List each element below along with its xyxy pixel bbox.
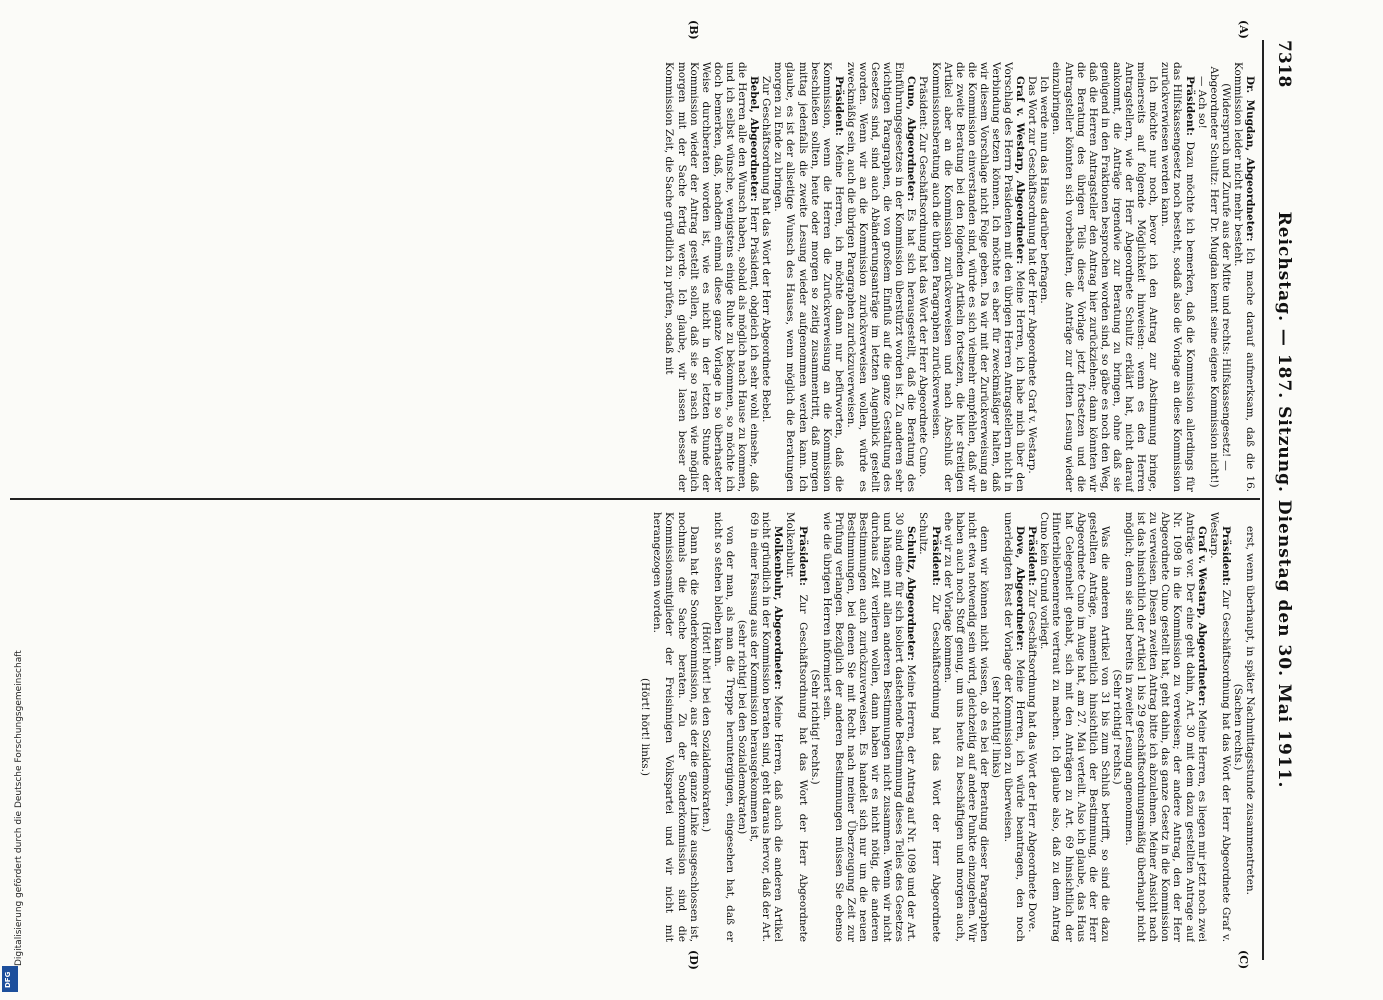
paragraph-text: Ich werde nun das Haus darüber befragen. [1038, 76, 1051, 304]
speaker-name: Präsident: [832, 76, 845, 136]
page-number: 7318 [1274, 40, 1294, 88]
credit-text: Digitalisierung gefördert durch die Deutsche Forschungsgemeinschaft [14, 650, 24, 966]
speaker-name: Graf v. Westarp, Abgeordneter: [1014, 76, 1027, 265]
dfg-logo [2, 966, 18, 992]
speaker-name: Präsident: [929, 526, 942, 586]
paragraph [942, 512, 990, 942]
paragraph-text: Meine Herren, der Antrag auf Nr. 1098 und der Art. 30 sind eine für sich isoliert dastehende Bestimmung dieses Teiles des Gesetzes und hängen mit allen anderen Bestimmungen nicht zusammen. Wenn wir nicht durchaus Zeit verlieren wollen, dann haben wir es nicht nötig, die anderen Bestimmungen auch zurückzuverweisen. Es handelt sich nur um die neuen Bestimmungen, bei denen Sie mit Recht nach meiner Überzeugung Zeit zur Prüfung verlangen. Bezüglich der anderen Bestimmungen müssen Sie ebenso wie die übrigen Herren informiert sein. [820, 512, 918, 942]
paragraph [748, 512, 784, 942]
speaker-name: Präsident: [1219, 526, 1232, 586]
paragraph-text: von der man, als man die Treppe heruntergingen, eingesehen hat, daß er nicht so stehen bleiben kann. [711, 512, 736, 942]
paragraph-text: — Ach so! [1195, 76, 1208, 129]
paragraph-text: Dazu möchte ich bemerken, daß die Kommission allerdings für das Hilfskassengesetz noch besteht, sodaß also die Vorlage an diese Kommission zurückverwiesen werden kann. [1159, 62, 1196, 492]
paragraph [917, 62, 929, 492]
paragraph-text: denn wir können nicht wissen, ob es bei der Beratung dieser Paragraphen nicht etwa notwendig sein wird, gleichzeitig auf andere Punkte einzugehen. Wir haben auch noch Stoff genug, um uns heute zu beschäftigen und morgen auch, ehe wir zu der Vorlage kommen. [941, 512, 990, 942]
paragraph-text: Zur Geschäftsordnung hat das Wort der Herr Abgeordnete Molkenbuhr. [784, 512, 809, 942]
paragraph [1244, 512, 1256, 942]
paragraph [1002, 512, 1026, 942]
speaker-name: Präsident: [796, 526, 809, 586]
interjection: (Sehr richtig! rechts.) [1110, 669, 1123, 785]
paragraph [1026, 512, 1038, 942]
paragraph [845, 62, 918, 492]
left-column [20, 62, 1256, 492]
paragraph-text: Präsident: Zur Geschäftsordnung hat das Wort der Herr Abgeordnete Cuno. [917, 76, 930, 478]
paragraph-text: Es hat sich herausgestellt, daß die Beratung des Einführungsgesetzes in der Kommission überstürzt worden ist. Zu anderen sehr wichtigen Paragraphen, die von großem Einfluß auf die ganze Gestaltung des Gesetzes sind, sind auch Abänderungsanträge im letzten Augenblick gestellt worden. Wenn wir an die Kommission zurückverweisen wollen, würde es zweckmäßig sein, auch die übrigen Paragraphen zurückzuverweisen. [844, 62, 918, 492]
paragraph [784, 512, 808, 942]
paragraph-text: Meine Herren, ich möchte dann nur befürworten, daß die Kommission, wenn die Herren die Zurückverweisung an die Kommission beschließen sollten, heute oder morgen so zeitig zusammentritt, daß morgen mittag jedenfalls die zweite Lesung wieder aufgenommen werden kann. Ich glaube, es ist der allseitige Wunsch des Hauses, wenn möglich die Beratungen morgen zu Ende zu bringen. [772, 62, 845, 492]
paragraph-text: Zur Geschäftsordnung hat das Wort der Herr Abgeordnete Bebel. [760, 76, 773, 423]
margin-marker-a: (A) [1237, 20, 1250, 39]
speaker-name: Graf v. Westarp, Abgeordneter: [1195, 526, 1208, 707]
paragraph [821, 512, 918, 942]
paragraph [1038, 512, 1111, 942]
speaker-name: Schultz, Abgeordneter: [905, 526, 918, 661]
speaker-name: Dove, Abgeordneter: [1014, 526, 1027, 651]
speaker-name: Dr. Mugdan, Abgeordneter: [1244, 76, 1256, 242]
page-header [1268, 40, 1294, 960]
paragraph [917, 512, 941, 942]
digitization-credit [5, 606, 24, 966]
paragraph-text: Herr Präsident, obgleich ich sehr wohl einsehe, daß die Herren alle den Wunsch haben, sobald als möglich nach Hause zu kommen, und ich selbst wünsche, wenigstens einige Ruhe zu bekommen, so möchte ich doch bemerken, daß, nachdem einmal diese ganze Vorlage in so überhasteter Weise durchberaten worden ist, wie es nicht in der letzten Stunde der Kommission wieder der Antrag gestellt sollen, daß sie so rasch wie möglich morgen mit der Sache fertig werde. Ich glaube, wir lassen besser der Kommission Zeit, die Sache gründlich zu prüfen, sodaß mit [663, 62, 761, 492]
speaker-name: Präsident: [1183, 76, 1196, 136]
paragraph [1050, 62, 1159, 492]
paragraph-text: Meine Herren, ich habe mich über den Vorschlag des Herrn Präsidenten mit den übrigen Herren Antragstellern nicht in Verbindung setzen können. Ich möchte es aber für zweckmäßiger halten, daß wir diesem Vorschlage nicht Folge geben. Da wir mit der Zurückverweisung an die Kommission einverstanden sind, würde es sich vielmehr empfehlen, daß wir die zweite Beratung bei den folgenden Artikeln fortsetzen, die hier streitigen Artikel aber an die Kommission zurückverweisen und nach Abschluß der Kommissionsberatung auch die übrigen Paragraphen zurückverweisen. [929, 62, 1027, 492]
paragraph [712, 512, 736, 942]
speaker-name: Bebel, Abgeordneter: [748, 76, 761, 202]
paragraph [760, 62, 772, 492]
paragraph-text: Dann hat die Sonderkommission, aus der die ganze Linke ausgeschlossen ist, nochmals die Sache beraten. Zu der Sonderkommission sind die Kommissionsmitglieder der Freisinnigen Volkspartei und wir nicht mit herangezogen worden. [651, 512, 700, 942]
margin-marker-c: (C) [1237, 950, 1250, 970]
interjection: (Sehr richtig! rechts.) [808, 669, 821, 785]
paragraph [1123, 512, 1208, 942]
margin-marker-b: (B) [687, 20, 700, 40]
speaker-name: Cuno, Abgeordneter: [905, 76, 918, 202]
paragraph-text: Ich mache darauf aufmerksam, daß die 16. Kommission leider nicht mehr besteht. [1231, 62, 1256, 492]
paragraph-text: Ich möchte nur noch, bevor ich den Antrag zur Abstimmung bringe, meinerseits auf folgende Möglichkeit hinweisen: wenn es den Herren Antragstellern, wie der Herr Abgeordnete Schultz erklärt hat, nicht darauf ankommt, die Anträge irgendwie zur Beratung zu bringen, ohne daß sie genügend in den Fraktionen besprochen worden sind, so gäbe es noch den Weg, daß die Herren Antragsteller den Antrag hier zurückziehen; dann könnten wir die Beratung des übrigen Teils dieser Vorlage jetzt fortsetzen und die Antragsteller könnten sich vorbehalten, die Anträge zur dritten Lesung wieder einzubringen. [1050, 62, 1160, 492]
speaker-name: Molkenbuhr, Abgeordneter: [772, 526, 785, 690]
paragraph [1026, 62, 1038, 492]
paragraph [1208, 512, 1232, 942]
paragraph-text: Meine Herren, es liegen mir jetzt noch zwei Anträge vor. Der eine geht dahin, Art. 30 mit dem dazu gestellten Antrage auf Nr. 1098 in die Kommission zu verweisen; der andere Antrag, den der Herr Abgeordnete Cuno gestellt hat, geht dahin, das ganze Gesetz in die Kommission zu verweisen. Diesen zweiten Antrag bitte ich abzulehnen. Meiner Ansicht nach ist das hinsichtlich der Artikel 1 bis 29 geschäftsordnungsmäßig überhaupt nicht möglich; denn sie sind bereits in zweiter Lesung angenommen. [1123, 512, 1208, 942]
margin-marker-d: (D) [687, 950, 700, 970]
paragraph-text: Was die anderen Artikel von 31 bis zum Schluß betrifft, so sind die dazu gestellten Anträge, namentlich hinsichtlich der Bestimmung, die der Herr Abgeordnete Cuno im Auge hat, am 27. Mai verteilt. Also ich glaube, das Haus hat Gelegenheit gehabt, sich mit den Anträgen zu Art. 69 hinsichtlich der Hinterbliebenenrente vertraut zu machen. Ich glaube also, daß zu dem Antrag Cuno kein Grund vorliegt. [1038, 512, 1111, 942]
paragraph [651, 512, 699, 942]
paragraph [929, 62, 1026, 492]
paragraph-text: Meine Herren, ich würde beantragen, den noch unerledigten Rest der Vorlage der Kommission zu überweisen. [1002, 512, 1027, 942]
paragraph-text: Zur Geschäftsordnung hat das Wort der Herr Abgeordnete Graf v. Westarp. [1207, 512, 1232, 942]
paragraph-text: Meine Herren, daß auch die anderen Artikel nicht gründlich in der Kommission beraten sind, geht daraus hervor, daß der Art. 69 in einer Fassung aus der Kommission herausgekommen ist, [748, 512, 785, 942]
interjection: (Hört! hört! links.) [639, 678, 652, 776]
interjection: (Widerspruch und Zurufe aus der Mitte und rechts: Hilfskassengesetz! — Abgeordneter Schultz: Herr Dr. Mugdan kennt seine eigene Kommission nicht!) [1207, 66, 1232, 488]
paragraph [1196, 62, 1208, 492]
page-title: Reichstag. — 187. Sitzung. Dienstag den 30. Mai 1911. [1274, 211, 1294, 789]
paragraph-text: Das Wort zur Geschäftsordnung hat der Herr Abgeordnete Graf v. Westarp. [1026, 76, 1039, 474]
paragraph [1159, 62, 1195, 492]
header-rule [1262, 40, 1264, 960]
interjection: (Sachen rechts.) [1231, 683, 1244, 771]
paragraph [663, 62, 760, 492]
paragraph [1038, 62, 1050, 492]
paragraph-text: Zur Geschäftsordnung hat das Wort der Herr Abgeordnete Schultz. [917, 512, 942, 942]
interjection: (sehr richtig! links) [990, 676, 1003, 778]
paragraph [1232, 62, 1256, 492]
column-divider [10, 498, 1260, 500]
paragraph-text: Zur Geschäftsordnung hat das Wort der Herr Abgeordnete Dove. [1026, 589, 1039, 933]
paragraph [772, 62, 845, 492]
speaker-name: Präsident: [1026, 526, 1039, 586]
right-column [20, 512, 1256, 942]
interjection: (Hört! hört! bei den Sozialdemokraten.) [699, 621, 712, 833]
dfg-logo-text: DFG [4, 971, 12, 988]
interjection: (sehr richtig! bei den Sozialdemokraten) [736, 619, 749, 835]
paragraph-text: erst, wenn überhaupt, in später Nachmittagsstunde zusammentreten. [1244, 526, 1256, 895]
